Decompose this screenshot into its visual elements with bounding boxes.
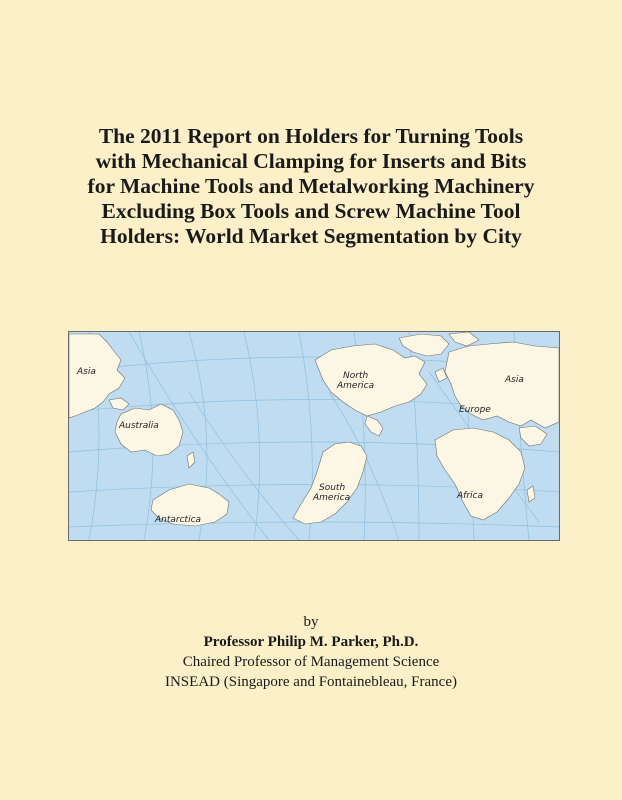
landmass-central-america	[365, 416, 383, 436]
title-line-1: The 2011 Report on Holders for Turning Tools	[98, 124, 524, 148]
landmass-madagascar	[527, 486, 535, 502]
label-north-america-1: North	[343, 371, 369, 381]
world-map	[68, 331, 560, 541]
title-line-3: for Machine Tools and Metalworking Machinery	[87, 174, 535, 198]
label-asia-right: Asia	[505, 375, 524, 385]
title-line-4: Excluding Box Tools and Screw Machine Tool	[101, 199, 521, 223]
label-africa: Africa	[457, 491, 483, 501]
byline-by: by	[303, 614, 319, 630]
label-south-america-2: America	[313, 493, 351, 503]
label-australia: Australia	[119, 421, 159, 431]
landmass-new-zealand	[187, 452, 195, 468]
landmass-africa	[435, 428, 525, 520]
label-north-america-2: America	[337, 381, 375, 391]
book-title	[30, 124, 592, 249]
title-line-2: with Mechanical Clamping for Inserts and Bits	[95, 149, 527, 173]
author-institution: INSEAD (Singapore and Fontainebleau, France)	[164, 674, 457, 690]
byline	[0, 613, 622, 692]
landmass-arabia	[519, 426, 547, 446]
world-map-graphic	[69, 332, 559, 540]
author-name: Professor Philip M. Parker, Ph.D.	[203, 634, 419, 650]
title-line-5: Holders: World Market Segmentation by City	[100, 224, 522, 248]
label-europe: Europe	[459, 405, 491, 415]
landmass-eurasia	[445, 342, 559, 428]
label-antarctica: Antarctica	[155, 515, 202, 525]
landmass-arctic-islands	[449, 332, 479, 346]
landmass-north-america	[315, 344, 427, 416]
label-asia-left: Asia	[77, 367, 96, 377]
landmass-greenland	[399, 334, 449, 356]
label-south-america-1: South	[319, 483, 346, 493]
author-position: Chaired Professor of Management Science	[182, 654, 440, 670]
